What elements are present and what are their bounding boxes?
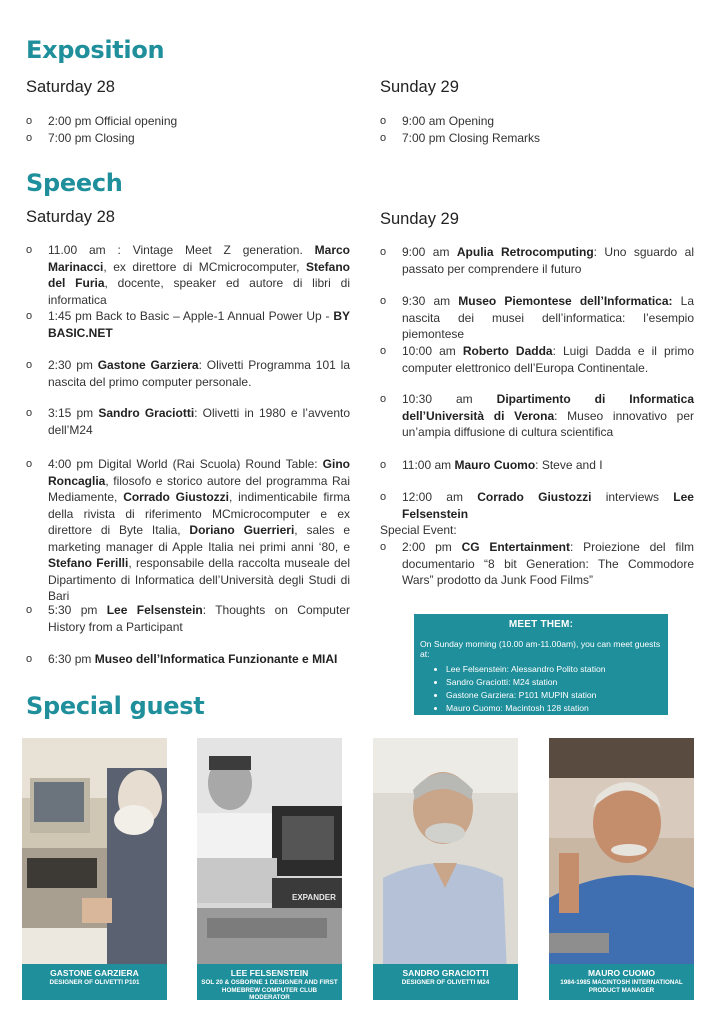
guest-photo [22, 738, 167, 1000]
speech-heading: Speech [26, 169, 123, 197]
text-run: , responsabile della raccolta museale del Dipartimento di Informatica dell’Università degli Studi di Bari [48, 556, 350, 603]
bold-text: Corrado Giustozzi [477, 490, 592, 504]
text-run: 11.00 am : Vintage Meet Z generation. [48, 243, 315, 257]
text-run: : Steve and I [535, 458, 603, 472]
list-item: o 9:00 am Opening [380, 114, 495, 128]
list-item: o 2:30 pm Gastone Garziera: Olivetti Programma 101 la nascita del primo computer personale. [26, 358, 351, 389]
bold-text: Sandro Graciotti [98, 406, 195, 420]
meet-them-box [414, 614, 668, 715]
speech-saturday-day: Saturday 28 [26, 208, 115, 226]
text-run: : Olivetti Programma 101 la nascita del primo computer personale. [48, 358, 351, 389]
text-run: 10:00 am [402, 344, 463, 358]
speech-sunday-day: Sunday 29 [380, 210, 459, 228]
bold-text: Lee Felsenstein [106, 603, 203, 617]
exposition-sunday-day: Sunday 29 [380, 78, 459, 96]
guest-caption [373, 964, 518, 1000]
guest-caption [22, 964, 167, 1000]
meet-them-list [414, 663, 668, 715]
text-run: 10:30 am [402, 392, 497, 406]
text-run: 2:30 pm [48, 358, 98, 372]
text-run: : Olivetti in 1980 e l’avvento dell’M24 [48, 406, 351, 437]
text-run: 1:45 pm Back to Basic – Apple-1 Annual Power Up - [48, 309, 334, 323]
bold-text: Gastone Garziera [97, 358, 199, 372]
list-item: o 4:00 pm Digital World (Rai Scuola) Round Table: Gino Roncaglia, filosofo e storico autore del programma Rai Mediamente, Corrado Giustozzi, indimenticabile firma della rivista di riferimento MCmicrocomputer e ex direttore di Byte Italia, Doriano Guerrieri, sales e marketing manager di Apple Italia nei primi anni ‘80, e Stefano Ferilli, responsabile della raccolta museale del Dipartimento di Informatica dell’Università degli Studi di Bari [26, 457, 350, 603]
guest-name: SANDRO GRACIOTTI [402, 968, 489, 978]
list-item: o 11:00 am Mauro Cuomo: Steve and I [380, 458, 603, 472]
meet-them-title: MEET THEM: [508, 619, 574, 630]
bold-text: Dipartimento di Informatica dell’Università di Verona [402, 392, 694, 423]
list-item: o 7:00 pm Closing Remarks [380, 131, 541, 145]
list-item: o 7:00 pm Closing [26, 131, 135, 145]
text-run: 3:15 pm [48, 406, 99, 420]
list-item: o 10:30 am Dipartimento di Informatica dell’Università di Verona: Museo innovativo per un’ampia diffusione di cultura scientifica [380, 392, 694, 439]
text-run: 12:00 am [402, 490, 478, 504]
guest-card-mauro-cuomo [549, 738, 694, 1000]
bold-text: Museo Piemontese dell’Informatica: [458, 294, 673, 308]
exposition-saturday-day: Saturday 28 [26, 78, 115, 96]
list-item: o 10:00 am Roberto Dadda: Luigi Dadda e il primo computer elettronico dell’Europa Continentale. [380, 344, 694, 375]
text-run: 2:00 pm [402, 540, 462, 554]
text-run: , indimenticabile firma della rivista di riferimento MCmicrocomputer e ex direttore di Byte Italia, [48, 490, 350, 537]
bold-text: Corrado Giustozzi [123, 490, 229, 504]
list-item: o 2:00 pm CG Entertainment: Proiezione del film documentario “8 bit Generation: The Commodore Wars” prodotto da Junk Food Films” [380, 540, 695, 587]
list-item: o 6:30 pm Museo dell’Informatica Funzionante e MIAI [26, 652, 338, 666]
guest-caption [549, 964, 694, 1000]
text-run: 5:30 pm [48, 603, 107, 617]
bold-text: Stefano Ferilli [48, 556, 129, 570]
text-run: 9:00 am [402, 245, 457, 259]
guest-photo [549, 738, 694, 1000]
text-run: : Thoughts on Computer History from a Participant [48, 603, 350, 634]
bold-text: Lee Felsenstein [402, 490, 694, 521]
guest-name: LEE FELSENSTEIN [230, 968, 309, 978]
guest-caption [197, 964, 342, 1000]
guest-card-gastone-garziera [22, 738, 167, 1000]
special-guest-heading: Special guest [26, 692, 205, 720]
text-run: : Luigi Dadda e il primo computer elettronico dell’Europa Continentale. [402, 344, 694, 375]
bold-text: Gino Roncaglia [48, 457, 350, 488]
list-item: • Mauro Cuomo: Macintosh 128 station [446, 702, 668, 715]
guest-name: GASTONE GARZIERA [50, 968, 139, 978]
exposition-heading: Exposition [26, 36, 165, 64]
text-run: interviews [591, 490, 674, 504]
guest-photo [197, 738, 342, 1000]
list-item: o 12:00 am Corrado Giustozzi interviews Lee Felsenstein [380, 490, 694, 521]
list-item: o 9:00 am Apulia Retrocomputing: Uno sguardo al passato per comprendere il futuro [380, 245, 694, 276]
guest-name: MAURO CUOMO [587, 968, 656, 978]
bold-text: Roberto Dadda [462, 344, 553, 358]
list-item: o 3:15 pm Sandro Graciotti: Olivetti in 1980 e l’avvento dell’M24 [26, 406, 351, 437]
text-run: , ex direttore di MCmicrocomputer, [103, 259, 306, 274]
guest-photo [373, 738, 518, 1000]
bold-text: Museo dell’Informatica Funzionante e MIAI [94, 652, 338, 666]
bold-text: Marco Marinacci [48, 243, 350, 274]
bold-text: CG Entertainment [461, 540, 571, 554]
list-item: o 2:00 pm Official opening [26, 114, 178, 128]
guest-role: SOL 20 & OSBORNE 1 DESIGNER AND FIRST HOMEBREW COMPUTER CLUB MODERATOR [201, 979, 338, 1000]
list-item: o 5:30 pm Lee Felsenstein: Thoughts on Computer History from a Participant [26, 603, 350, 634]
text-run: La nascita dei musei dell’informatica: l’esempio piemontese [402, 294, 694, 341]
special-event-label: Special Event: [380, 523, 457, 537]
guest-role: 1984-1985 MACINTOSH INTERNATIONAL PRODUCT MANAGER [560, 979, 683, 994]
text-run: : Uno sguardo al passato per comprendere il futuro [402, 245, 694, 276]
bold-text: Mauro Cuomo [454, 458, 536, 472]
text-run: , docente, speaker ed autore di libri di informatica [48, 276, 350, 307]
bold-text: BY BASIC.NET [48, 309, 350, 340]
text-run: 9:30 am [402, 294, 459, 308]
text-run: : Museo innovativo per un’ampia diffusione di cultura scientifica [402, 408, 694, 439]
text-run: 11:00 am [402, 458, 455, 472]
bold-text: Apulia Retrocomputing [456, 245, 594, 259]
meet-them-intro: On Sunday morning (10.00 am-11.00am), you can meet guests at: [420, 639, 661, 659]
text-run: : Proiezione del film documentario “8 bit Generation: The Commodore Wars” prodotto da Junk Food Films” [402, 540, 695, 587]
guest-card-lee-felsenstein [197, 738, 342, 1000]
guest-role: DESIGNER OF OLIVETTI M24 [401, 979, 490, 986]
list-item: • Gastone Garziera: P101 MUPIN station [446, 689, 668, 702]
photo-expander-text: EXPANDER [292, 893, 336, 902]
list-item: o 11.00 am : Vintage Meet Z generation. Marco Marinacci, ex direttore di MCmicrocomputer, Stefano del Furia, docente, speaker ed autore di libri di informatica [26, 243, 350, 307]
guest-card-sandro-graciotti [373, 738, 518, 1000]
text-run: 6:30 pm [48, 652, 95, 666]
text-run: 4:00 pm Digital World (Rai Scuola) Round Table: [48, 457, 323, 471]
list-item: o 1:45 pm Back to Basic – Apple-1 Annual Power Up - BY BASIC.NET [26, 309, 350, 340]
text-run: , sales e marketing manager di Apple Italia nei primi anni ‘80, e [48, 523, 350, 554]
bold-text: Stefano del Furia [48, 259, 350, 290]
list-item: • Lee Felsenstein: Alessandro Polito station [446, 663, 668, 676]
bold-text: Doriano Guerrieri [189, 523, 295, 537]
list-item: o 9:30 am Museo Piemontese dell’Informatica: La nascita dei musei dell’informatica: l’esempio piemontese [380, 294, 694, 341]
guest-role: DESIGNER OF OLIVETTI P101 [49, 979, 140, 986]
list-item: • Sandro Graciotti: M24 station [446, 676, 668, 689]
text-run: , filosofo e storico autore del programma Rai Mediamente, [48, 473, 350, 504]
